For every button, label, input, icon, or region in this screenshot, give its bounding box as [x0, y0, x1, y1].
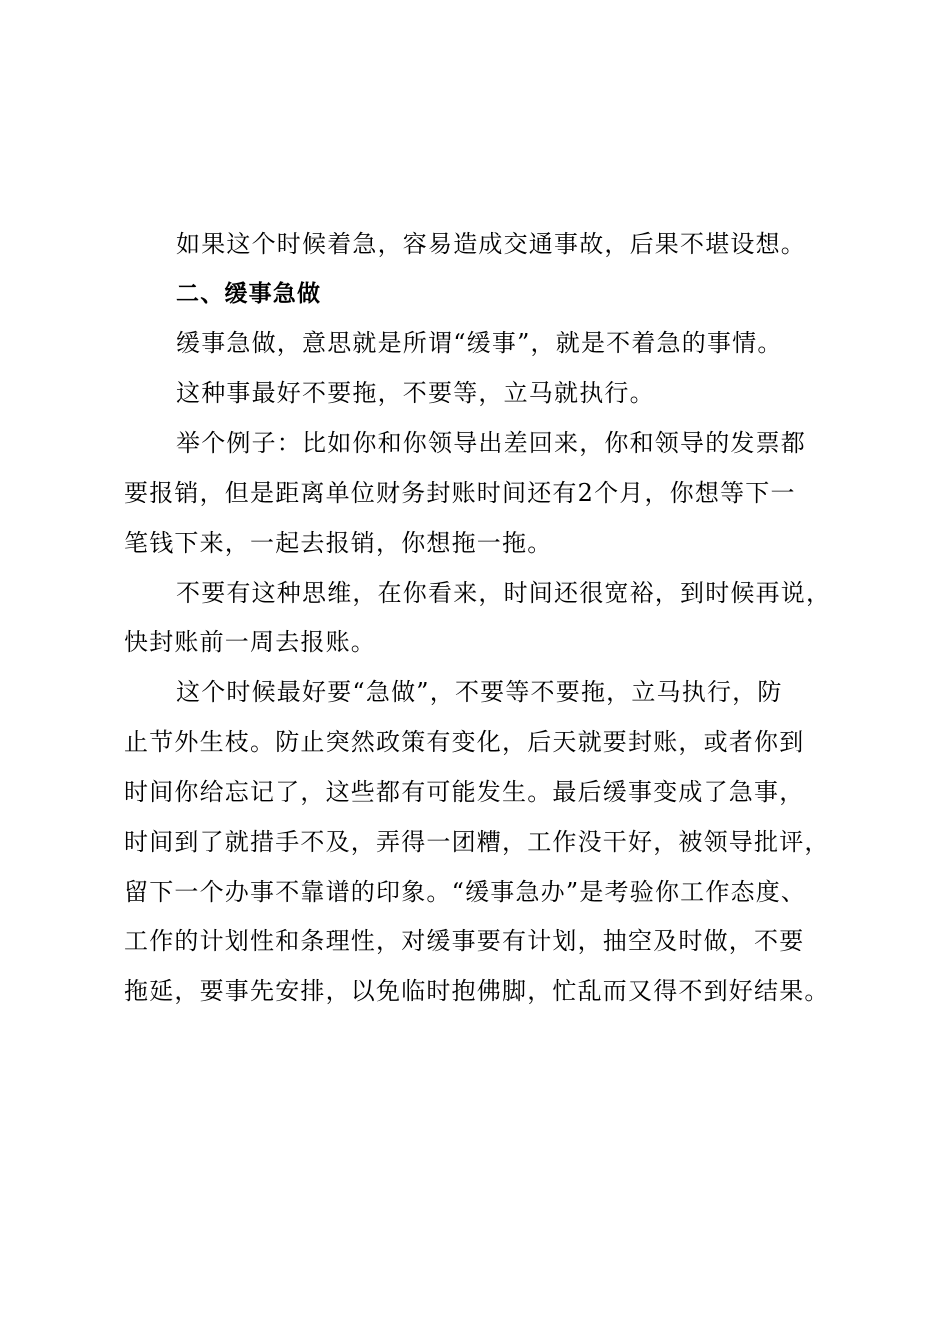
paragraph-line: 不要有这种思维，在你看来，时间还很宽裕，到时候再说，	[176, 579, 832, 607]
paragraph-line: 举个例子：比如你和你领导出差回来，你和领导的发票都	[176, 429, 806, 457]
paragraph-line: 止节外生枝。防止突然政策有变化，后天就要封账，或者你到	[124, 728, 805, 756]
paragraph-line: 拖延，要事先安排，以免临时抱佛脚，忙乱而又得不到好结果。	[124, 977, 830, 1005]
paragraph-line: 工作的计划性和条理性，对缓事要有计划，抽空及时做，不要	[124, 927, 805, 955]
paragraph-line: 缓事急做，意思就是所谓“缓事”，就是不着急的事情。	[176, 329, 783, 357]
paragraph-line: 如果这个时候着急，容易造成交通事故，后果不堪设想。	[176, 230, 806, 258]
paragraph-line: 这种事最好不要拖，不要等，立马就执行。	[176, 379, 655, 407]
paragraph-line: 这个时候最好要“急做”，不要等不要拖，立马执行，防	[176, 678, 783, 706]
section-heading: 二、缓事急做	[176, 281, 322, 307]
paragraph-line: 留下一个办事不靠谱的印象。“缓事急办”是考验你工作态度、	[124, 878, 807, 906]
paragraph-line: 时间你给忘记了，这些都有可能发生。最后缓事变成了急事，	[124, 778, 805, 806]
paragraph-line: 要报销，但是距离单位财务封账时间还有2个月，你想等下一	[124, 479, 796, 507]
paragraph-line: 时间到了就措手不及，弄得一团糟，工作没干好，被领导批评，	[124, 828, 830, 856]
paragraph-line: 快封账前一周去报账。	[124, 628, 376, 656]
paragraph-line: 笔钱下来，一起去报销，你想拖一拖。	[124, 529, 553, 557]
